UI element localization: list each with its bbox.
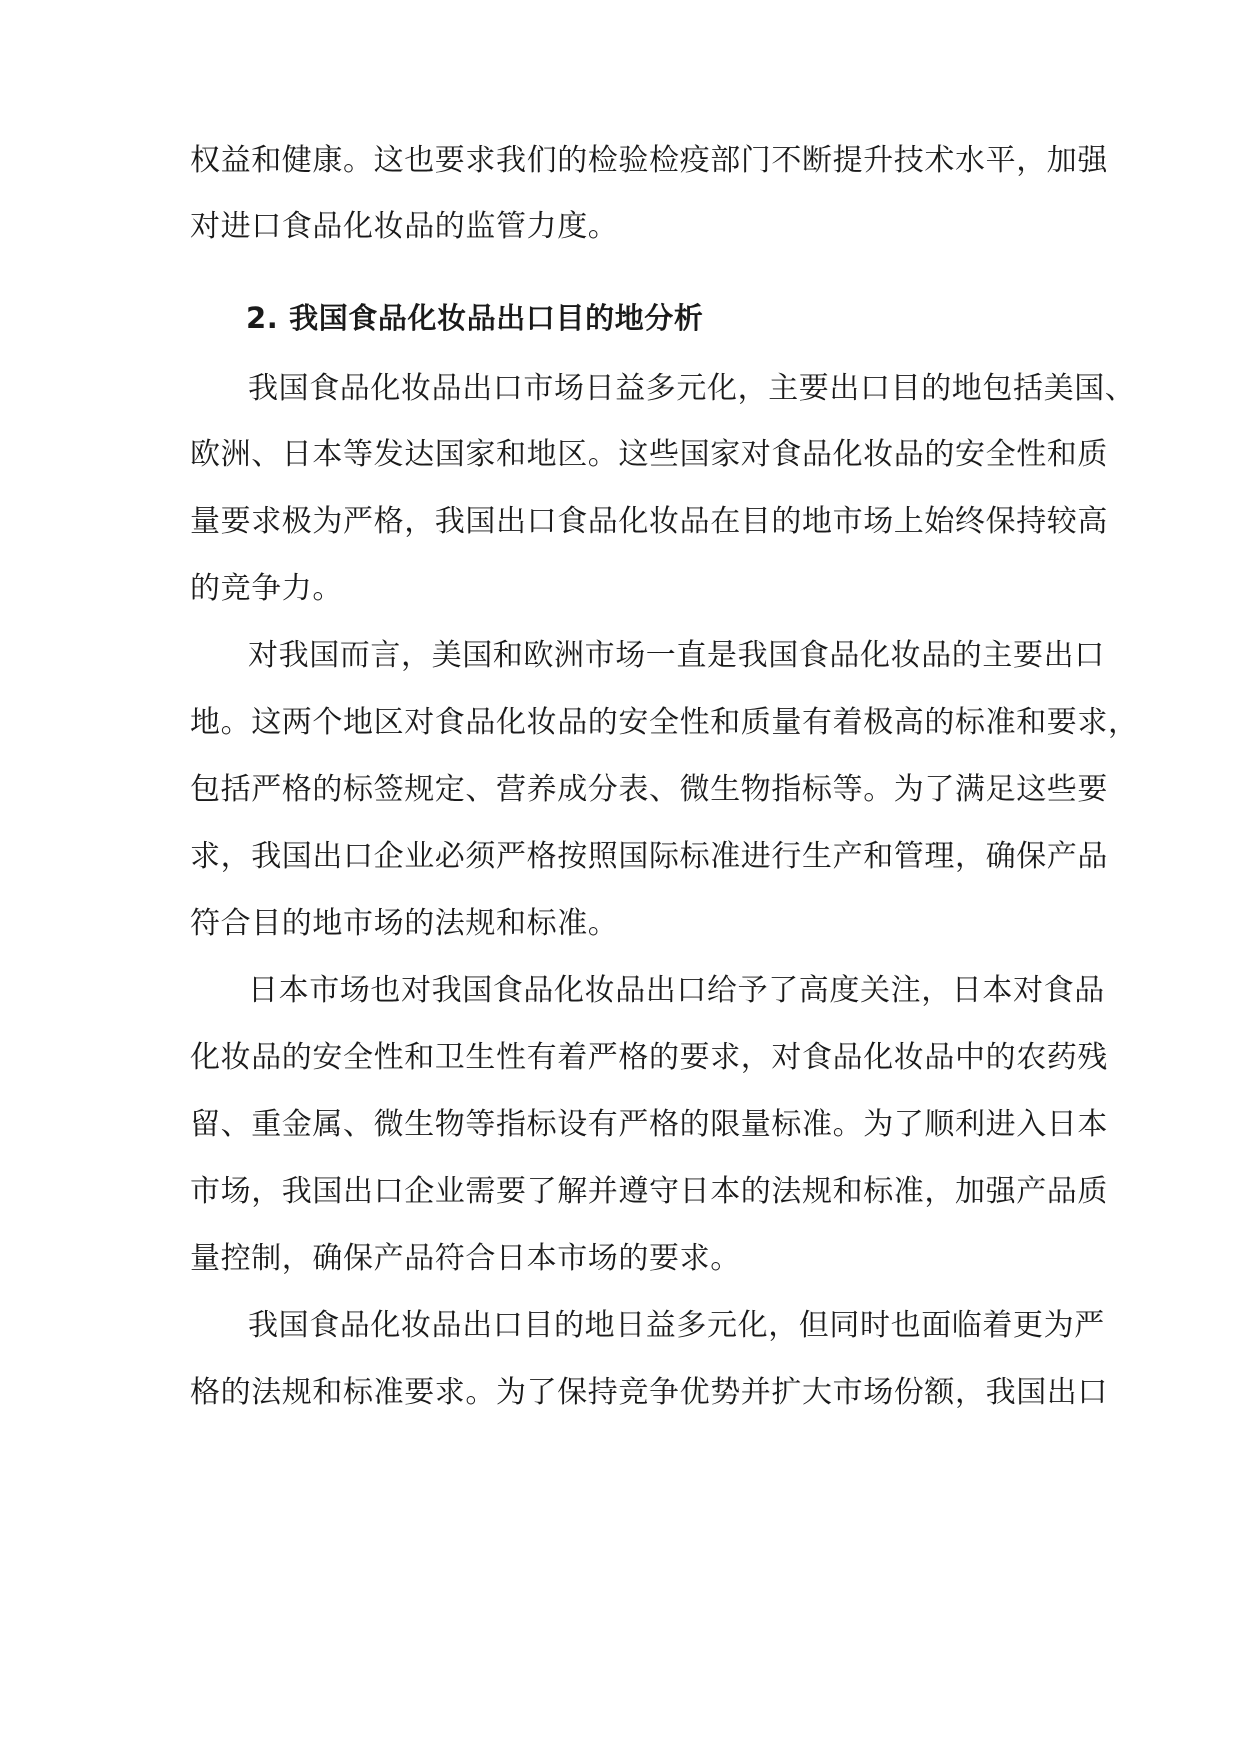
paragraph-line: 量要求极为严格，我国出口食品化妆品在目的地市场上始终保持较高 <box>190 504 1108 539</box>
paragraph-line: 权益和健康。这也要求我们的检验检疫部门不断提升技术水平，加强 <box>190 143 1108 178</box>
paragraph-line: 欧洲、日本等发达国家和地区。这些国家对食品化妆品的安全性和质 <box>190 437 1108 472</box>
section-heading: 2. 我国食品化妆品出口目的地分析 <box>246 301 704 335</box>
paragraph-line: 市场，我国出口企业需要了解并遵守日本的法规和标准，加强产品质 <box>190 1174 1108 1209</box>
paragraph-line: 我国食品化妆品出口市场日益多元化，主要出口目的地包括美国、 <box>248 371 1136 406</box>
paragraph-line: 格的法规和标准要求。为了保持竞争优势并扩大市场份额，我国出口 <box>190 1375 1108 1410</box>
paragraph-line: 地。这两个地区对食品化妆品的安全性和质量有着极高的标准和要求， <box>190 705 1139 740</box>
paragraph-line: 的竞争力。 <box>190 571 343 606</box>
paragraph-line: 求，我国出口企业必须严格按照国际标准进行生产和管理，确保产品 <box>190 839 1108 874</box>
paragraph-line: 留、重金属、微生物等指标设有严格的限量标准。为了顺利进入日本 <box>190 1107 1108 1142</box>
paragraph-line: 日本市场也对我国食品化妆品出口给予了高度关注，日本对食品 <box>248 973 1105 1008</box>
paragraph-line: 量控制，确保产品符合日本市场的要求。 <box>190 1241 741 1276</box>
paragraph-line: 符合目的地市场的法规和标准。 <box>190 906 619 941</box>
paragraph-line: 对我国而言，美国和欧洲市场一直是我国食品化妆品的主要出口 <box>248 638 1105 673</box>
paragraph-line: 包括严格的标签规定、营养成分表、微生物指标等。为了满足这些要 <box>190 772 1108 807</box>
paragraph-line: 我国食品化妆品出口目的地日益多元化，但同时也面临着更为严 <box>248 1308 1105 1343</box>
paragraph-line: 化妆品的安全性和卫生性有着严格的要求，对食品化妆品中的农药残 <box>190 1040 1108 1075</box>
paragraph-line: 对进口食品化妆品的监管力度。 <box>190 209 619 244</box>
